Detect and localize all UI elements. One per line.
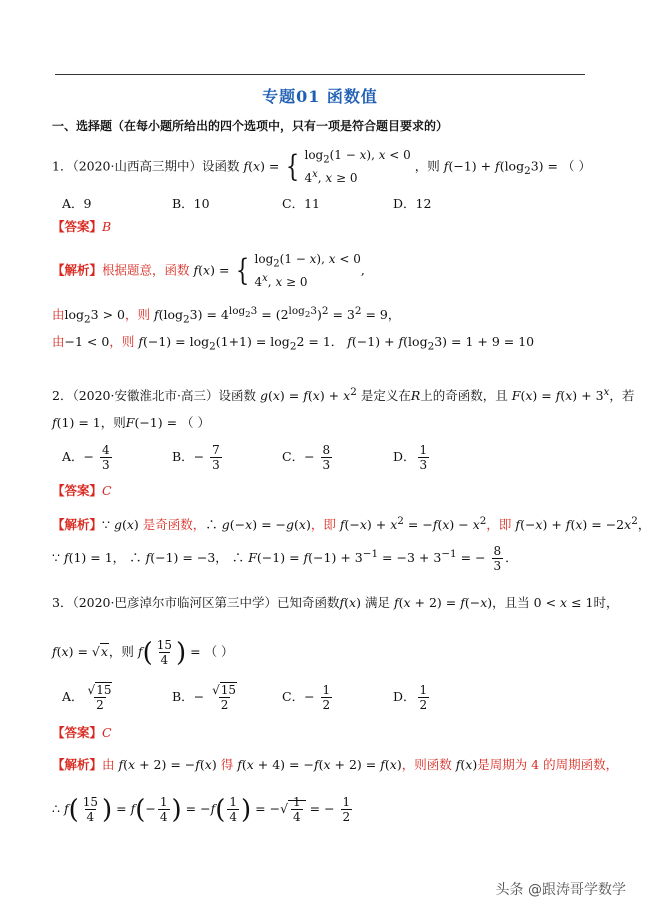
q2-solution-line2: ∵ f(1) = 1， ∴ f(−1) = −3， ∴ $F(-1) = f(-1) + 3^{-1} = -3 + 3^{-1}$ = − $\frac{8}{3}$ ． xyxy=(52,544,518,573)
q2-stem-line1: 2．（2020·安徽淮北市·高三）设函数 $g(x) = f(x) + x^2$ 是定义在R上的奇函数，且 $F(x) = f(x) + 3^x$，若 xyxy=(52,386,635,404)
q2-option-b: B．− $\frac{7}{3}$ xyxy=(172,443,220,472)
q1-answer: 【答案】B xyxy=(52,219,112,234)
q1-option-c: C．11 xyxy=(282,196,320,211)
q1-option-d: D．12 xyxy=(393,196,432,211)
q3-option-a: A． $\frac{√15}{2}$ xyxy=(62,683,112,712)
q1-piecewise: { $\log_2(1 - x)$, x < 0 4$^x$, x ≥ 0 xyxy=(286,148,411,186)
header-rule xyxy=(55,74,585,75)
page-title: 专题01 函数值 xyxy=(262,87,378,106)
section-heading: 一、选择题（在每小题所给出的四个选项中，只有一项是符合题目要求的） xyxy=(52,119,449,133)
q2-answer: 【答案】C xyxy=(52,483,112,498)
q1-stem: 1．（2020·山西高三期中）设函数 f(x) = { $\log_2(1 - x)$, x < 0 4$^x$, x ≥ 0 ，则 $f(-1) + f(\log_23)$ = （ ） xyxy=(52,148,591,186)
q1-option-a: A．9 xyxy=(62,196,92,211)
q3-answer: 【答案】C xyxy=(52,725,112,740)
q3-stem-line1: 3．（2020·巴彦淖尔市临河区第三中学）已知奇函数f(x) 满足 f(x + 2) = f(−x)，且当 0 < x ≤ 1时， xyxy=(52,595,619,610)
q2-option-d: D． $\frac{1}{3}$ xyxy=(393,443,428,472)
q3-option-d: D． $\frac{1}{2}$ xyxy=(393,683,428,712)
q1-solution-line1: 【解析】根据题意，函数 f(x) = { $\log_2(1 - x)$, x < 0 4$^x$, x ≥ 0 , xyxy=(52,252,365,290)
watermark: 头条 @跟涛哥学数学 xyxy=(495,882,626,898)
q1-solution-line2: 由$\log_23 > 0$，则 $f(\log_23) = 4^{log_23} = (2^{log_23})^2 = 3^2 = 9$， xyxy=(52,305,401,326)
q2-solution-line1: 【解析】∵ g(x) 是奇函数，∴ g(−x) = −g(x)，即 $f(-x) + x^2 = -f(x) - x^2$，即 $f(-x) + f(x) = -2x^2$， xyxy=(52,515,650,533)
q3-option-b: B．− $\frac{√15}{2}$ xyxy=(172,683,237,712)
q3-option-c: C．− $\frac{1}{2}$ xyxy=(282,683,331,712)
q3-solution-line1: 【解析】由 f(x + 2) = −f(x) 得 f(x + 4) = −f(x + 2) = f(x)，则函数 f(x)是周期为 4 的周期函数， xyxy=(52,757,619,772)
q2-option-a: A．− $\frac{4}{3}$ xyxy=(62,443,110,472)
q3-solution-line2: ∴ f( $\frac{15}{4}$ ) = f(− $\frac{1}{4}$ ) = −f( $\frac{1}{4}$ ) = −√ $\frac{1}{4}$ = − $\frac{1}{2}$ xyxy=(52,794,351,825)
q1-solution-line3: 由−1 < 0，则 $f(-1) = \log_2(1+1) = \log_22 = 1$． $f(-1) + f(\log_23) = 1 + 9 = 10$ xyxy=(52,334,535,353)
q1-option-b: B．10 xyxy=(172,196,210,211)
q2-option-c: C．− $\frac{8}{3}$ xyxy=(282,443,331,472)
q3-stem-line2: f(x) = √x，则 f( $\frac{15}{4}$ ) = （ ） xyxy=(52,637,234,668)
q2-stem-line2: f(1) = 1，则F(−1) = （ ） xyxy=(52,415,211,430)
